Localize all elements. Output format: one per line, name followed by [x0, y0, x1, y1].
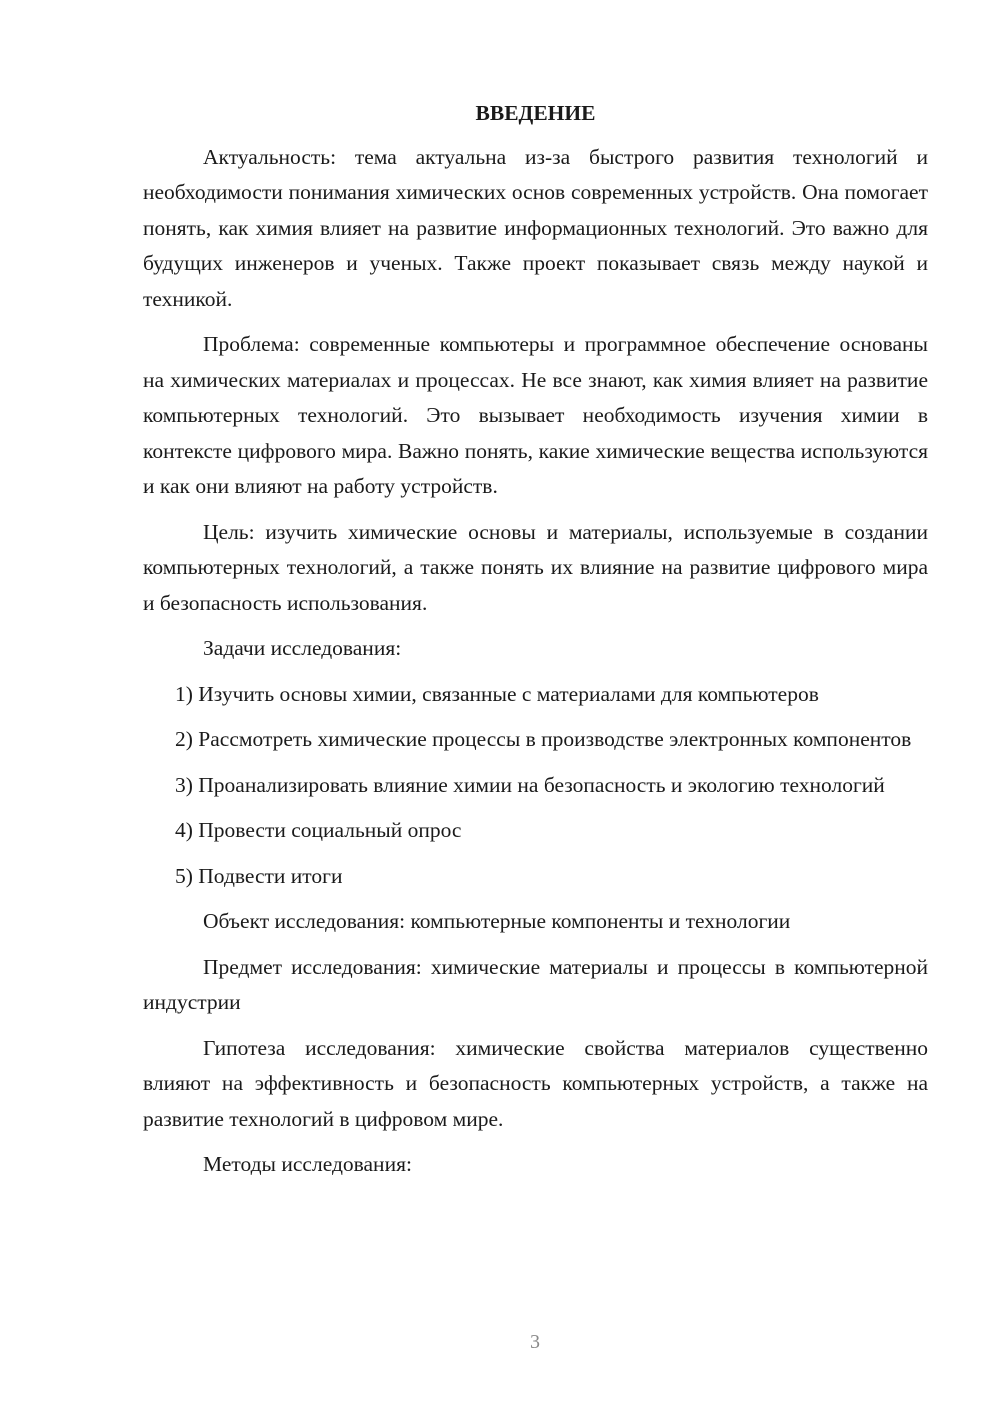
paragraph-methods: Методы исследования:: [203, 1152, 412, 1176]
tasks-intro: Задачи исследования:: [203, 636, 402, 660]
task-item-2: 2) Рассмотреть химические процессы в производстве электронных компонентов: [175, 727, 912, 751]
paragraph-subject: Предмет исследования: химические материалы и процессы в компьютерной индустрии: [143, 954, 928, 1014]
page-number: 3: [530, 1331, 540, 1353]
task-item-5: 5) Подвести итоги: [175, 863, 343, 888]
task-item-4: 4) Провести социальный опрос: [175, 818, 462, 842]
document-page: [143, 96, 928, 1193]
task-item-1: 1) Изучить основы химии, связанные с материалами для компьютеров: [175, 681, 819, 706]
paragraph-object: Объект исследования: компьютерные компоненты и технологии: [203, 909, 791, 933]
paragraph-problem: Проблема: современные компьютеры и программное обеспечение основаны на химических материалах и процессах. Не все знают, как химия влияет на развитие компьютерных технологий. Это вызывает необходимость изучения химии в контексте цифрового мира. Важно понять, какие химические вещества используются и как они влияют на работу устройств.: [143, 332, 928, 498]
task-item-3: 3) Проанализировать влияние химии на безопасность и экологию технологий: [175, 772, 885, 797]
paragraph-hypothesis: Гипотеза исследования: химические свойства материалов существенно влияют на эффективность и безопасность компьютерных устройств, а также на развитие технологий в цифровом мире.: [143, 1035, 928, 1131]
paragraph-relevance: Актуальность: тема актуальна из-за быстрого развития технологий и необходимости понимания химических основ современных устройств. Она помогает понять, как химия влияет на развитие информационных технологий. Это важно для будущих инженеров и ученых. Также проект показывает связь между наукой и техникой.: [143, 144, 928, 311]
paragraph-goal: Цель: изучить химические основы и материалы, используемые в создании компьютерных технологий, а также понять их влияние на развитие цифрового мира и безопасность использования.: [143, 519, 928, 615]
section-heading: ВВЕДЕНИЕ: [475, 101, 596, 125]
